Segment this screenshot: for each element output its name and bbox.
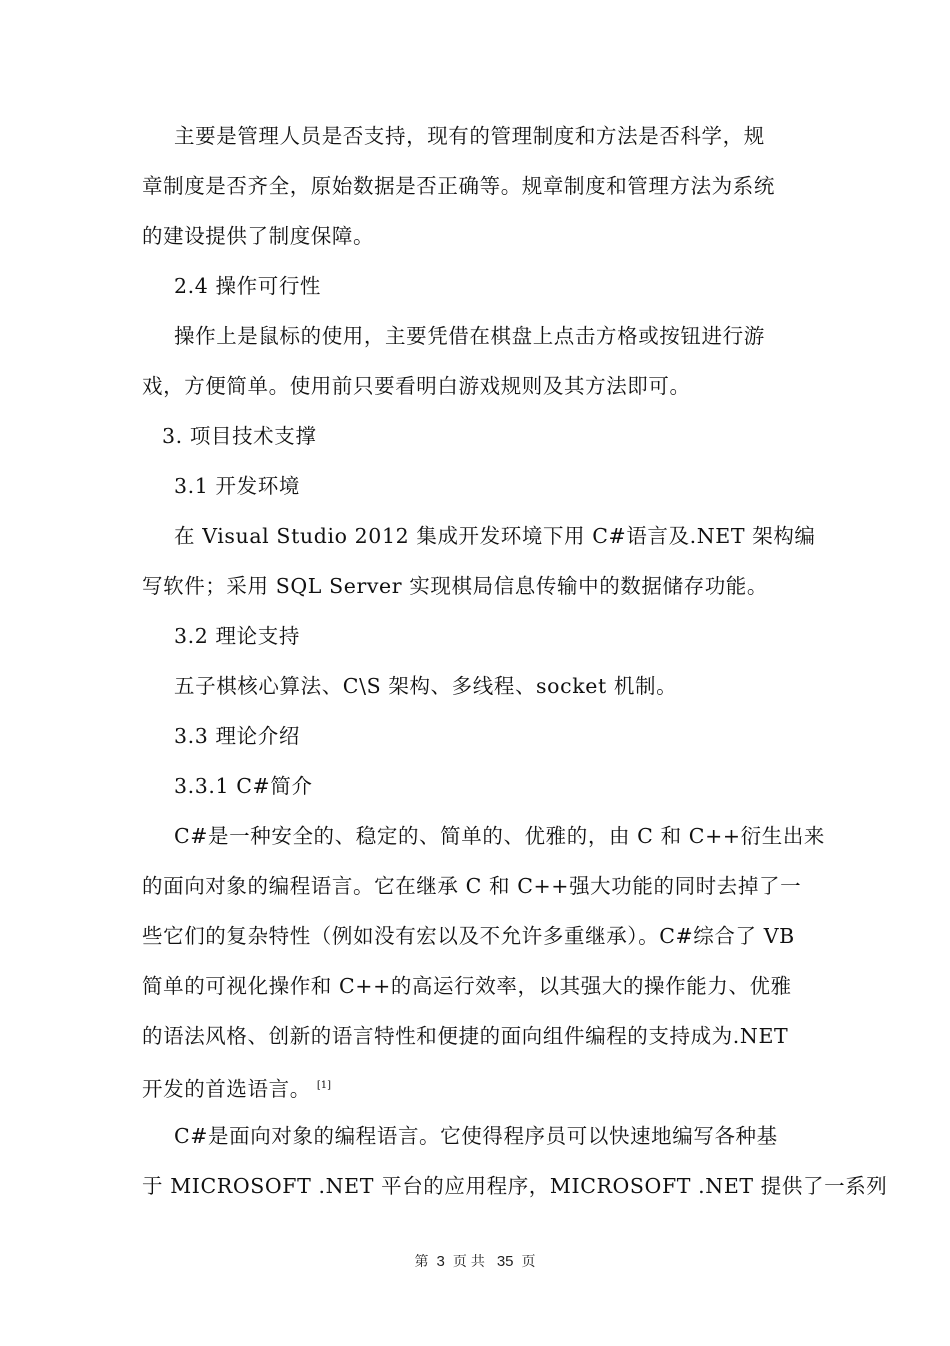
paragraph-line: 在 Visual Studio 2012 集成开发环境下用 C#语言及.NET 架构编 bbox=[174, 524, 816, 548]
paragraph-text: 开发的首选语言。 bbox=[142, 1076, 311, 1101]
current-page-number: 3 bbox=[436, 1253, 445, 1270]
citation-reference[interactable]: [1] bbox=[316, 1080, 331, 1091]
page-footer bbox=[0, 1252, 950, 1272]
paragraph-line: 操作上是鼠标的使用，主要凭借在棋盘上点击方格或按钮进行游 bbox=[174, 324, 765, 348]
footer-suffix: 页 bbox=[521, 1254, 536, 1270]
paragraph-line: C#是一种安全的、稳定的、简单的、优雅的，由 C 和 C++衍生出来 bbox=[174, 824, 826, 848]
footer-page-word: 页 bbox=[452, 1254, 467, 1270]
paragraph-line: 五子棋核心算法、C\S 架构、多线程、socket 机制。 bbox=[174, 674, 678, 698]
paragraph-line: 章制度是否齐全，原始数据是否正确等。规章制度和管理方法为系统 bbox=[142, 174, 775, 198]
section-heading-3-2: 3.2 理论支持 bbox=[174, 624, 300, 648]
paragraph-line: 戏，方便简单。使用前只要看明白游戏规则及其方法即可。 bbox=[142, 374, 691, 398]
section-heading-2-4: 2.4 操作可行性 bbox=[174, 274, 322, 298]
section-heading-3: 3. 项目技术支撑 bbox=[162, 424, 317, 448]
paragraph-line: 简单的可视化操作和 C++的高运行效率，以其强大的操作能力、优雅 bbox=[142, 974, 792, 998]
paragraph-line: 些它们的复杂特性（例如没有宏以及不允许多重继承）。C#综合了 VB bbox=[142, 924, 795, 948]
section-heading-3-3-1: 3.3.1 C#简介 bbox=[174, 774, 313, 798]
paragraph-line: 主要是管理人员是否支持，现有的管理制度和方法是否科学，规 bbox=[174, 124, 765, 148]
footer-total-word: 共 bbox=[470, 1254, 485, 1270]
footer-prefix: 第 bbox=[414, 1254, 429, 1270]
paragraph-line: 的建设提供了制度保障。 bbox=[142, 224, 375, 248]
section-heading-3-3: 3.3 理论介绍 bbox=[174, 724, 300, 748]
paragraph-line: 写软件；采用 SQL Server 实现棋局信息传输中的数据储存功能。 bbox=[142, 574, 768, 598]
section-heading-3-1: 3.1 开发环境 bbox=[174, 474, 300, 498]
paragraph-line: 的面向对象的编程语言。它在继承 C 和 C++强大功能的同时去掉了一 bbox=[142, 874, 802, 898]
paragraph-line: 的语法风格、创新的语言特性和便捷的面向组件编程的支持成为.NET bbox=[142, 1024, 789, 1048]
paragraph-line bbox=[142, 1070, 822, 1102]
paragraph-line: 于 MICROSOFT .NET 平台的应用程序，MICROSOFT .NET 提供了一系列 bbox=[142, 1174, 888, 1198]
paragraph-line: C#是面向对象的编程语言。它使得程序员可以快速地编写各种基 bbox=[174, 1124, 778, 1148]
total-pages-number: 35 bbox=[496, 1253, 514, 1270]
